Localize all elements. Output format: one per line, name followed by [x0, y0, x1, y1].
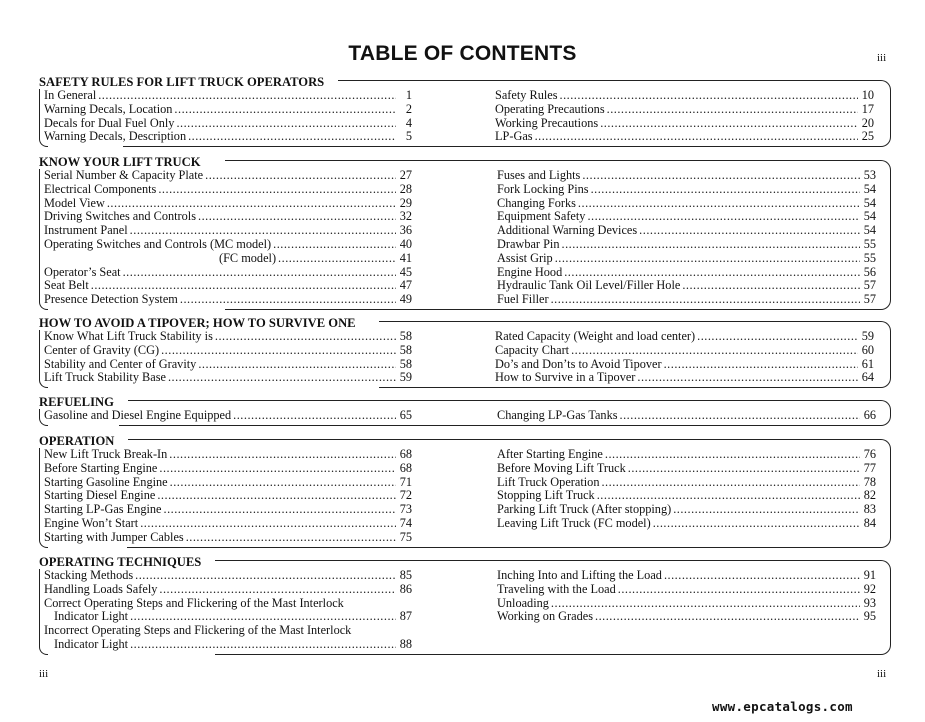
dot-leader	[176, 117, 396, 131]
toc-entry-label: Engine Hood	[497, 265, 563, 279]
toc-entry[interactable]	[497, 583, 876, 597]
toc-column-right	[497, 169, 876, 307]
toc-entry-label: Engine Won’t Start	[44, 516, 139, 530]
toc-entry[interactable]	[495, 89, 874, 103]
dot-leader	[555, 252, 860, 266]
dot-leader	[564, 266, 860, 280]
dot-leader	[130, 610, 396, 624]
toc-entry-label: Starting Diesel Engine	[44, 489, 156, 503]
toc-entry-page: 65	[399, 409, 412, 422]
toc-column-left	[44, 89, 412, 144]
toc-entry-page: 74	[399, 516, 412, 530]
toc-entry-label: Stability and Center of Gravity	[44, 357, 197, 371]
toc-entry[interactable]	[497, 210, 876, 224]
toc-entry-page: 53	[863, 169, 876, 182]
toc-entry-page: 54	[863, 196, 876, 210]
toc-entry-page: 27	[399, 169, 412, 182]
toc-entry[interactable]	[44, 197, 412, 211]
toc-section	[39, 73, 891, 147]
toc-entry[interactable]	[44, 583, 412, 597]
toc-entry-page: 55	[863, 237, 876, 251]
dot-leader	[169, 448, 396, 462]
toc-entry-label: Additional Warning Devices	[497, 224, 638, 238]
toc-entry-label: Before Moving Lift Truck	[497, 461, 626, 475]
section-title: OPERATING TECHNIQUES	[39, 555, 215, 569]
dot-leader	[591, 183, 860, 197]
toc-entry[interactable]	[44, 117, 412, 131]
toc-entry[interactable]	[497, 279, 876, 293]
dot-leader	[664, 358, 858, 372]
dot-leader	[130, 638, 396, 652]
toc-entry-page: 56	[863, 265, 876, 279]
dot-leader	[180, 293, 396, 307]
toc-entry[interactable]	[44, 183, 412, 197]
toc-entry-label: (FC model)	[219, 251, 277, 265]
toc-entry[interactable]	[497, 224, 876, 238]
toc-entry[interactable]	[495, 371, 874, 385]
toc-entry-label: Decals for Dual Fuel Only	[44, 116, 175, 130]
toc-entry-label: Rated Capacity (Weight and load center)	[495, 330, 696, 343]
toc-entry-page: 61	[861, 357, 874, 371]
toc-entry-label: Working on Grades	[497, 610, 593, 624]
toc-entry-label: Inching Into and Lifting the Load	[497, 569, 662, 582]
dot-leader	[98, 89, 396, 103]
toc-entry-label: Gasoline and Diesel Engine Equipped	[44, 409, 232, 422]
dot-leader	[159, 462, 396, 476]
toc-column-left	[44, 330, 412, 385]
toc-entry[interactable]	[44, 330, 412, 344]
dot-leader	[560, 89, 859, 103]
toc-entry-label: Starting LP-Gas Engine	[44, 503, 162, 517]
toc-entry[interactable]	[497, 293, 876, 307]
toc-entry-page: 20	[861, 116, 874, 130]
toc-entry-page: 54	[863, 182, 876, 196]
toc-entry-page: 5	[405, 130, 412, 144]
dot-leader	[562, 238, 861, 252]
toc-entry-page: 1	[405, 89, 412, 102]
toc-column-left	[44, 169, 412, 307]
toc-entry-page: 59	[861, 330, 874, 343]
toc-entry-page: 77	[863, 461, 876, 475]
toc-entry-label: Correct Operating Steps and Flickering of the Mast Interlock	[44, 596, 344, 610]
toc-entry-label: Fuses and Lights	[497, 169, 581, 182]
toc-entry-label: Model View	[44, 196, 105, 210]
toc-entry[interactable]	[497, 409, 876, 423]
dot-leader	[597, 489, 860, 503]
toc-entry-page: 93	[863, 596, 876, 610]
dot-leader	[157, 489, 396, 503]
toc-entry-label: Traveling with the Load	[497, 582, 616, 596]
dot-leader	[186, 531, 396, 545]
toc-entry-page: 2	[405, 102, 412, 116]
toc-column-right	[497, 569, 876, 624]
toc-section	[39, 432, 891, 548]
toc-entry-page: 85	[399, 569, 412, 582]
toc-entry-page: 59	[399, 371, 412, 385]
toc-entry-label: After Starting Engine	[497, 448, 603, 461]
toc-entry[interactable]	[44, 371, 412, 385]
dot-leader	[682, 279, 860, 293]
toc-entry[interactable]	[497, 569, 876, 583]
toc-entry-page: 47	[399, 279, 412, 293]
toc-entry-label: LP-Gas	[495, 130, 533, 144]
toc-entry[interactable]	[497, 597, 876, 611]
dot-leader	[571, 344, 858, 358]
toc-entry-page: 68	[399, 448, 412, 461]
toc-entry[interactable]	[44, 448, 412, 462]
dot-leader	[620, 409, 860, 423]
toc-entry-label: Starting Gasoline Engine	[44, 475, 168, 489]
toc-entry-page: 87	[399, 610, 412, 624]
toc-entry-page: 58	[399, 357, 412, 371]
toc-entry[interactable]	[44, 610, 412, 624]
toc-entry-page: 83	[863, 503, 876, 517]
toc-entry[interactable]	[44, 531, 412, 545]
toc-entry-label: Fork Locking Pins	[497, 182, 589, 196]
toc-entry[interactable]	[44, 358, 412, 372]
toc-entry-page: 57	[863, 293, 876, 307]
toc-entry[interactable]	[495, 358, 874, 372]
toc-entry-page: 72	[399, 489, 412, 503]
toc-entry-page: 73	[399, 503, 412, 517]
toc-entry[interactable]	[497, 476, 876, 490]
toc-entry-label: Indicator Light	[54, 610, 129, 624]
toc-entry-label: Driving Switches and Controls	[44, 210, 196, 224]
toc-entry[interactable]	[497, 503, 876, 517]
toc-column-left	[44, 409, 412, 423]
toc-column-right	[495, 89, 874, 144]
dot-leader	[198, 210, 396, 224]
page-number-bottom-left: iii	[39, 668, 49, 680]
toc-entry-label: Assist Grip	[497, 251, 553, 265]
dot-leader	[664, 569, 860, 583]
dot-leader	[535, 130, 858, 144]
page-number-bottom-right: iii	[877, 668, 887, 680]
dot-leader	[639, 224, 860, 238]
toc-entry-page: 60	[861, 343, 874, 357]
toc-entry[interactable]	[44, 210, 412, 224]
dot-leader	[273, 238, 396, 252]
dot-leader	[578, 197, 860, 211]
section-title: KNOW YOUR LIFT TRUCK	[39, 155, 215, 169]
toc-entry-page: 45	[399, 265, 412, 279]
toc-entry-page: 88	[399, 637, 412, 651]
toc-entry-page: 28	[399, 182, 412, 196]
toc-entry[interactable]	[44, 238, 412, 252]
toc-entry[interactable]	[495, 330, 874, 344]
toc-entry-label: Drawbar Pin	[497, 237, 560, 251]
toc-entry[interactable]	[44, 638, 412, 652]
toc-entry-label: New Lift Truck Break-In	[44, 448, 168, 461]
toc-entry-label: Equipment Safety	[497, 210, 586, 224]
dot-leader	[278, 252, 396, 266]
toc-entry-label: Changing LP-Gas Tanks	[497, 409, 618, 422]
toc-entry-label: Lift Truck Stability Base	[44, 371, 166, 385]
dot-leader	[215, 330, 396, 344]
toc-column-right	[497, 448, 876, 531]
toc-entry[interactable]	[44, 476, 412, 490]
toc-entry-page: 54	[863, 210, 876, 224]
toc-entry[interactable]	[44, 279, 412, 293]
toc-entry-page: 36	[399, 224, 412, 238]
toc-entry-label: In General	[44, 89, 97, 102]
toc-entry-label: How to Survive in a Tipover	[495, 371, 636, 385]
dot-leader	[582, 169, 860, 183]
toc-entry[interactable]	[44, 169, 412, 183]
toc-entry-label: Leaving Lift Truck (FC model)	[497, 516, 651, 530]
toc-entry-label: Electrical Components	[44, 182, 157, 196]
toc-entry[interactable]	[44, 266, 412, 280]
toc-entry-label: Changing Forks	[497, 196, 576, 210]
watermark: www.epcatalogs.com	[712, 699, 853, 714]
dot-leader	[587, 210, 860, 224]
toc-entry-page: 57	[863, 279, 876, 293]
toc-section	[39, 153, 891, 310]
toc-entry[interactable]	[497, 462, 876, 476]
dot-leader	[637, 371, 858, 385]
toc-entry[interactable]	[44, 89, 412, 103]
dot-leader	[653, 517, 860, 531]
section-title: SAFETY RULES FOR LIFT TRUCK OPERATORS	[39, 75, 338, 89]
toc-entry-page: 4	[405, 116, 412, 130]
toc-entry-label: Capacity Chart	[495, 343, 570, 357]
toc-entry[interactable]	[44, 130, 412, 144]
toc-entry[interactable]	[44, 103, 412, 117]
toc-entry-page: 58	[399, 343, 412, 357]
toc-entry-page: 68	[399, 461, 412, 475]
toc-entry[interactable]	[44, 489, 412, 503]
dot-leader	[607, 103, 858, 117]
dot-leader	[159, 583, 396, 597]
dot-leader	[130, 224, 396, 238]
toc-column-right	[495, 330, 874, 385]
dot-leader	[198, 358, 396, 372]
toc-entry[interactable]	[44, 224, 412, 238]
toc-entry-page: 76	[863, 448, 876, 461]
toc-entry-label: Parking Lift Truck (After stopping)	[497, 503, 672, 517]
toc-entry-page: 71	[399, 475, 412, 489]
toc-entry[interactable]	[497, 610, 876, 624]
toc-entry[interactable]	[497, 197, 876, 211]
dot-leader	[168, 371, 396, 385]
toc-entry-page: 84	[863, 516, 876, 530]
dot-leader	[91, 279, 396, 293]
toc-entry[interactable]	[44, 344, 412, 358]
toc-entry[interactable]	[44, 293, 412, 307]
toc-entry-label: Seat Belt	[44, 279, 89, 293]
section-title: OPERATION	[39, 434, 128, 448]
toc-entry[interactable]	[44, 462, 412, 476]
toc-entry-label: Warning Decals, Description	[44, 130, 187, 144]
toc-entry-label: Unloading	[497, 596, 549, 610]
toc-entry-label: Know What Lift Truck Stability is	[44, 330, 213, 343]
toc-entry-page: 25	[861, 130, 874, 144]
toc-entry-page: 17	[861, 102, 874, 116]
toc-entry-label: Starting with Jumper Cables	[44, 530, 184, 544]
dot-leader	[618, 583, 860, 597]
toc-entry[interactable]	[44, 597, 412, 611]
dot-leader	[601, 476, 860, 490]
dot-leader	[135, 569, 396, 583]
dot-leader	[605, 448, 860, 462]
toc-entry-page: 10	[861, 89, 874, 102]
dot-leader	[233, 409, 396, 423]
toc-entry[interactable]	[497, 517, 876, 531]
dot-leader	[161, 344, 396, 358]
toc-entry-page: 91	[863, 569, 876, 582]
toc-entry-label: Lift Truck Operation	[497, 475, 600, 489]
toc-entry[interactable]	[497, 252, 876, 266]
dot-leader	[123, 266, 396, 280]
dot-leader	[595, 610, 860, 624]
toc-entry-page: 64	[861, 371, 874, 385]
toc-entry[interactable]	[495, 117, 874, 131]
toc-column-left	[44, 448, 412, 545]
toc-entry-page: 32	[399, 210, 412, 224]
toc-entry[interactable]	[44, 517, 412, 531]
toc-entry[interactable]	[497, 448, 876, 462]
toc-entry[interactable]	[44, 569, 412, 583]
toc-entry-label: Operator’s Seat	[44, 265, 121, 279]
toc-entry-page: 55	[863, 251, 876, 265]
toc-entry-page: 58	[399, 330, 412, 343]
dot-leader	[174, 103, 396, 117]
toc-entry[interactable]	[44, 409, 412, 423]
toc-entry-label: Instrument Panel	[44, 224, 128, 238]
toc-entry-label: Safety Rules	[495, 89, 558, 102]
toc-entry[interactable]	[497, 489, 876, 503]
toc-column-right	[497, 409, 876, 423]
toc-entry[interactable]	[495, 130, 874, 144]
toc-entry-page: 75	[399, 530, 412, 544]
toc-entry-label: Center of Gravity (CG)	[44, 343, 160, 357]
toc-entry-label: Working Precautions	[495, 116, 599, 130]
page-number-top: iii	[877, 52, 887, 64]
toc-entry-page: 66	[863, 409, 876, 422]
toc-entry-page: 41	[399, 251, 412, 265]
toc-entry-page: 92	[863, 582, 876, 596]
toc-entry-label: Before Starting Engine	[44, 461, 158, 475]
dot-leader	[551, 597, 860, 611]
toc-entry-label: Serial Number & Capacity Plate	[44, 169, 204, 182]
toc-entry-page: 40	[399, 237, 412, 251]
toc-entry-page: 78	[863, 475, 876, 489]
toc-entry-label: Operating Precautions	[495, 102, 605, 116]
toc-entry[interactable]	[497, 183, 876, 197]
toc-entry-page: 86	[399, 582, 412, 596]
toc-entry-label: Stopping Lift Truck	[497, 489, 595, 503]
dot-leader	[600, 117, 858, 131]
dot-leader	[673, 503, 860, 517]
toc-column-left	[44, 569, 412, 652]
toc-section	[39, 314, 891, 388]
toc-entry[interactable]	[497, 238, 876, 252]
dot-leader	[164, 503, 397, 517]
toc-entry[interactable]	[44, 503, 412, 517]
toc-entry-page: 29	[399, 196, 412, 210]
section-title: HOW TO AVOID A TIPOVER; HOW TO SURVIVE ONE	[39, 316, 370, 330]
toc-entry-label: Do’s and Don’ts to Avoid Tipover	[495, 357, 662, 371]
toc-entry[interactable]	[497, 266, 876, 280]
dot-leader	[170, 476, 396, 490]
toc-entry[interactable]	[44, 252, 412, 266]
dot-leader	[205, 169, 396, 183]
toc-entry-page: 82	[863, 489, 876, 503]
toc-entry-page: 49	[399, 293, 412, 307]
page-title: TABLE OF CONTENTS	[348, 42, 577, 65]
toc-entry-label: Stacking Methods	[44, 569, 134, 582]
dot-leader	[107, 197, 396, 211]
toc-entry[interactable]	[497, 169, 876, 183]
toc-entry-label: Incorrect Operating Steps and Flickering of the Mast Interlock	[44, 624, 352, 638]
toc-section	[39, 393, 891, 426]
section-title: REFUELING	[39, 395, 128, 409]
toc-entry-page: 95	[863, 610, 876, 624]
toc-entry-label: Handling Loads Safely	[44, 582, 158, 596]
dot-leader	[158, 183, 396, 197]
dot-leader	[697, 330, 858, 344]
dot-leader	[188, 130, 396, 144]
toc-entry[interactable]	[495, 103, 874, 117]
toc-entry[interactable]	[44, 624, 412, 638]
toc-entry-label: Hydraulic Tank Oil Level/Filler Hole	[497, 279, 681, 293]
dot-leader	[140, 517, 396, 531]
toc-entry[interactable]	[495, 344, 874, 358]
dot-leader	[628, 462, 860, 476]
dot-leader	[551, 293, 860, 307]
toc-section	[39, 553, 891, 655]
toc-entry-label: Indicator Light	[54, 637, 129, 651]
toc-entry-label: Operating Switches and Controls (MC model)	[44, 237, 272, 251]
toc-entry-label: Warning Decals, Location	[44, 102, 173, 116]
toc-entry-label: Fuel Filler	[497, 293, 549, 307]
toc-entry-page: 54	[863, 224, 876, 238]
toc-entry-label: Presence Detection System	[44, 293, 178, 307]
